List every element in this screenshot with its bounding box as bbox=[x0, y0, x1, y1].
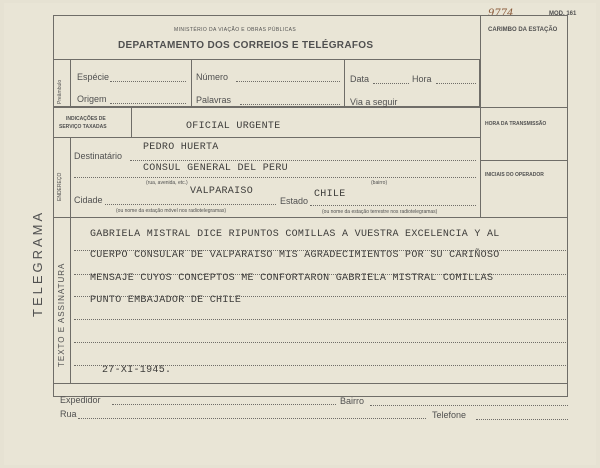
service-label-1: INDICAÇÕES DE bbox=[66, 116, 106, 122]
text-line-2: CUERPO CONSULAR DE VALPARAISO MIS AGRADECIMIENTOS POR SU CARIÑOSO bbox=[90, 250, 500, 261]
endereco-label: ENDEREÇO bbox=[57, 172, 63, 201]
iniciais-operador-label: INICIAIS DO OPERADOR bbox=[485, 172, 544, 178]
department-title: DEPARTAMENTO DOS CORREIOS E TELÉGRAFOS bbox=[118, 40, 374, 51]
cidade-note: (ou nome da estação móvel nos radiotelegramas) bbox=[116, 208, 227, 214]
estado-value: CHILE bbox=[314, 189, 346, 200]
service-value: OFICIAL URGENTE bbox=[186, 121, 281, 132]
palavras-label: Palavras bbox=[196, 95, 232, 105]
hora-label: Hora bbox=[412, 74, 432, 84]
especie-label: Espécie bbox=[77, 72, 110, 82]
hora-transmissao-label: HORA DA TRANSMISSÃO bbox=[485, 121, 547, 127]
telegram-form bbox=[4, 3, 596, 465]
preambulo-label: Preâmbulo bbox=[57, 79, 63, 104]
destinatario-value: PEDRO HUERTA bbox=[143, 142, 219, 153]
service-label-2: SERVIÇO TAXADAS bbox=[59, 124, 107, 130]
handwritten-number: 9774 bbox=[488, 8, 514, 19]
data-label: Data bbox=[350, 74, 370, 84]
cidade-label: Cidade bbox=[74, 195, 103, 205]
estado-label: Estado bbox=[280, 196, 309, 206]
numero-label: Número bbox=[196, 72, 229, 82]
cidade-value: VALPARAISO bbox=[190, 186, 254, 197]
origem-label: Origem bbox=[77, 94, 107, 104]
expedidor-label: Expedidor bbox=[60, 395, 101, 405]
bairro-note: (bairro) bbox=[371, 180, 388, 186]
estado-note: (ou nome da estação terrestre nos radiotelegramas) bbox=[322, 209, 438, 215]
stamp-divider bbox=[480, 15, 481, 107]
telefone-label: Telefone bbox=[432, 410, 467, 420]
text-line-1: GABRIELA MISTRAL DICE RIPUNTOS COMILLAS A VUESTRA EXCELENCIA Y AL bbox=[90, 229, 500, 240]
rua-note: (rua, avenida, etc.) bbox=[146, 180, 188, 186]
via-label: Via a seguir bbox=[350, 97, 398, 107]
telegrama-title: TELEGRAMA bbox=[30, 209, 45, 317]
text-line-3: MENSAJE CUYOS CONCEPTOS ME CONFORTARON GABRIELA MISTRAL COMILLAS bbox=[90, 273, 494, 284]
text-line-4: PUNTO EMBAJADOR DE CHILE bbox=[90, 295, 242, 306]
form-code: MOD. 161 bbox=[549, 11, 577, 17]
stamp-label: CARIMBO DA ESTAÇÃO bbox=[488, 27, 558, 33]
message-date: 27-XI-1945. bbox=[102, 365, 172, 376]
destinatario-label: Destinatário bbox=[74, 151, 123, 161]
texto-assinatura-label: TEXTO E ASSINATURA bbox=[57, 262, 66, 367]
ministry-title: MINISTÉRIO DA VIAÇÃO E OBRAS PÚBLICAS bbox=[174, 27, 297, 33]
address-line: CONSUL GENERAL DEL PERU bbox=[143, 163, 288, 174]
rua-label: Rua bbox=[60, 409, 77, 419]
bairro-label: Bairro bbox=[340, 396, 365, 406]
